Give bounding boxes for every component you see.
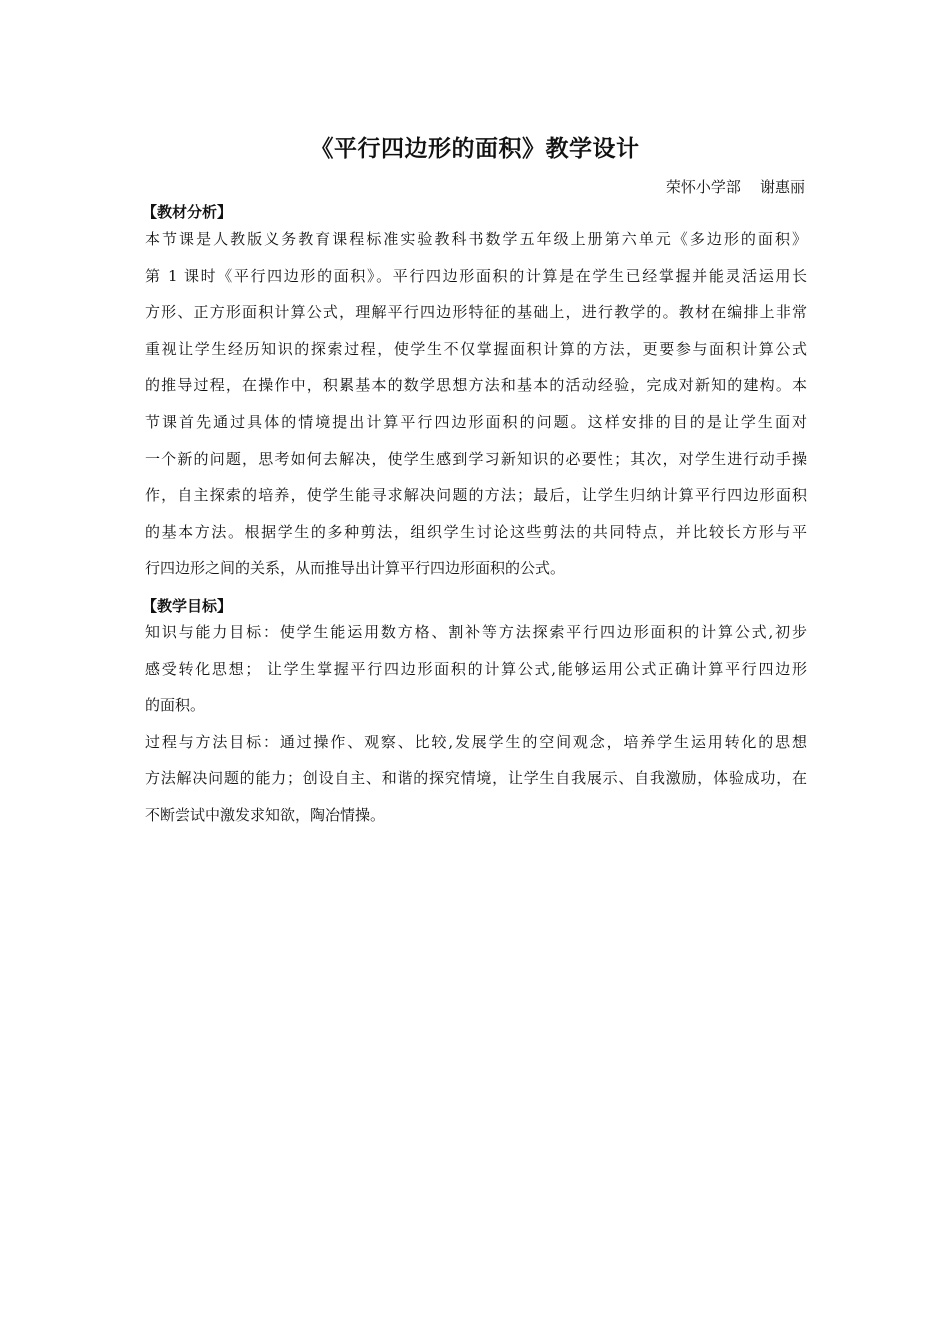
paragraph-line: 第 1 课时《平行四边形的面积》。平行四边形面积的计算是在学生已经掌握并能灵活运用长 xyxy=(145,266,807,285)
paragraph-line: 的面积。 xyxy=(145,696,206,715)
paragraph-line: 过程与方法目标：通过操作、观察、比较,发展学生的空间观念，培养学生运用转化的思想 xyxy=(145,732,807,751)
paragraph-line: 感受转化思想； 让学生掌握平行四边形面积的计算公式,能够运用公式正确计算平行四边形 xyxy=(145,659,807,678)
paragraph-line: 行四边形之间的关系，从而推导出计算平行四边形面积的公式。 xyxy=(145,559,566,578)
paragraph-line: 方形、正方形面积计算公式，理解平行四边形特征的基础上，进行教学的。教材在编排上非常 xyxy=(145,303,807,322)
section-heading-material-analysis: 【教材分析】 xyxy=(142,203,233,221)
document-title: 《平行四边形的面积》教学设计 xyxy=(310,136,640,162)
paragraph-line: 节课首先通过具体的情境提出计算平行四边形面积的问题。这样安排的目的是让学生面对 xyxy=(145,412,807,431)
section-heading-teaching-goals: 【教学目标】 xyxy=(142,597,233,615)
paragraph-line: 的推导过程，在操作中，积累基本的数学思想方法和基本的活动经验，完成对新知的建构。本 xyxy=(145,376,807,395)
paragraph-line: 重视让学生经历知识的探索过程，使学生不仅掌握面积计算的方法，更要参与面积计算公式 xyxy=(145,339,807,358)
paragraph-line: 作，自主探索的培养，使学生能寻求解决问题的方法；最后，让学生归纳计算平行四边形面积 xyxy=(145,486,807,505)
teaching-goals-body xyxy=(145,620,807,840)
paragraph-line: 知识与能力目标：使学生能运用数方格、割补等方法探索平行四边形面积的计算公式,初步 xyxy=(145,623,807,641)
material-analysis-body xyxy=(145,227,807,593)
paragraph-line: 方法解决问题的能力；创设自主、和谐的探究情境，让学生自我展示、自我激励，体验成功，在 xyxy=(145,769,807,788)
paragraph-line: 一个新的问题，思考如何去解决，使学生感到学习新知识的必要性；其次，对学生进行动手操 xyxy=(145,449,807,468)
author-line: 荣怀小学部 谢惠丽 xyxy=(665,178,805,196)
paragraph-line: 本节课是人教版义务教育课程标准实验教科书数学五年级上册第六单元《多边形的面积》 xyxy=(145,230,807,248)
paragraph-line: 的基本方法。根据学生的多种剪法，组织学生讨论这些剪法的共同特点，并比较长方形与平 xyxy=(145,522,807,541)
paragraph-line: 不断尝试中激发求知欲，陶冶情操。 xyxy=(145,805,386,824)
